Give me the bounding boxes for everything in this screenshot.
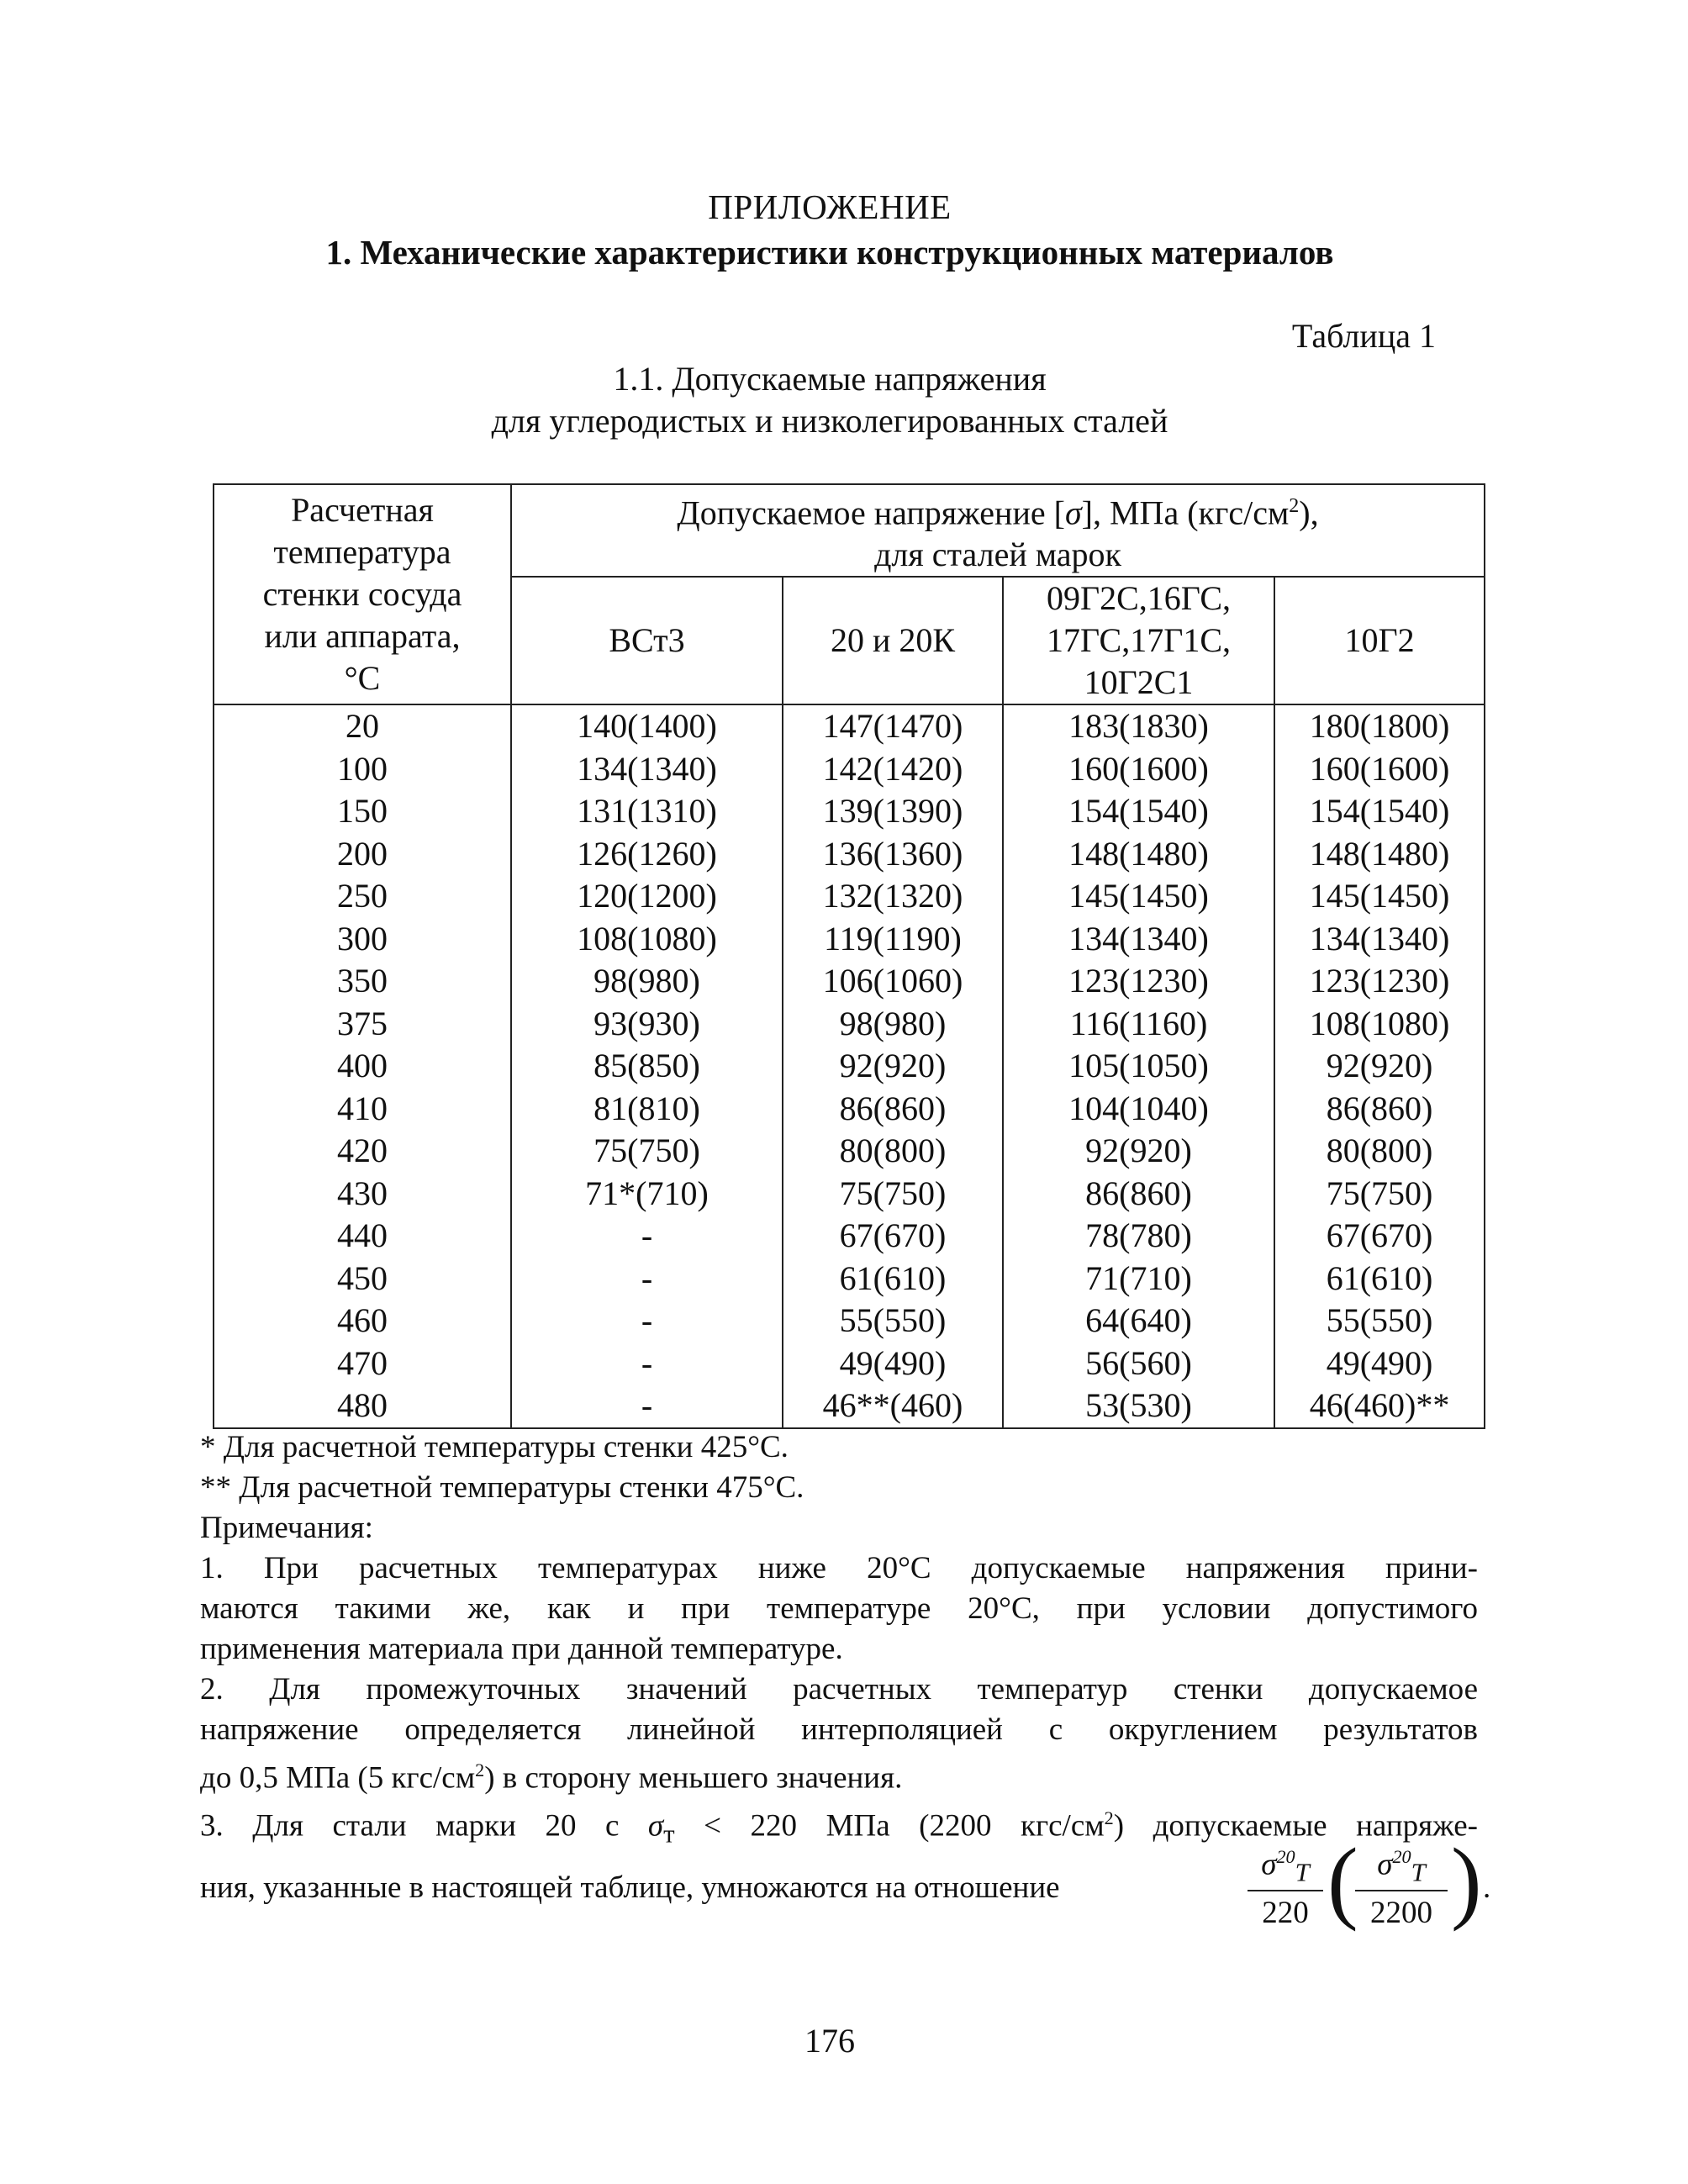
note3-line2-with-formula xyxy=(200,1829,1491,1955)
table-row xyxy=(214,1385,1485,1428)
stress-value-cell: 123(1230) xyxy=(1003,960,1274,1003)
stress-value-cell: 61(610) xyxy=(783,1258,1003,1300)
temperature-cell: 470 xyxy=(214,1343,511,1385)
stress-value-cell: 108(1080) xyxy=(1274,1003,1485,1046)
stress-value-cell: 86(860) xyxy=(1274,1088,1485,1131)
stress-value-cell: 56(560) xyxy=(1003,1343,1274,1385)
stress-value-cell: 139(1390) xyxy=(783,790,1003,833)
stress-value-cell: 160(1600) xyxy=(1274,748,1485,791)
note3-line2: ния, указанные в настоящей таблице, умножаются на отношение xyxy=(200,1870,1060,1905)
stress-value-cell: 61(610) xyxy=(1274,1258,1485,1300)
stress-value-cell: 86(860) xyxy=(1003,1173,1274,1216)
stress-value-cell: 160(1600) xyxy=(1003,748,1274,791)
temperature-cell: 20 xyxy=(214,704,511,748)
temperature-cell: 480 xyxy=(214,1385,511,1428)
stress-value-cell: 148(1480) xyxy=(1274,833,1485,876)
stress-value-cell: 108(1080) xyxy=(511,918,783,961)
temperature-column-header: Расчетная температура стенки сосуда или аппарата, °С xyxy=(214,484,511,704)
stress-value-cell: 80(800) xyxy=(783,1130,1003,1173)
fraction-mpa: $\frac{\sigma^{20}_T}{220}$ xyxy=(1248,1846,1323,1931)
temperature-cell: 300 xyxy=(214,918,511,961)
sigma-symbol: σ xyxy=(647,1808,664,1844)
stress-value-cell: 98(980) xyxy=(511,960,783,1003)
temperature-cell: 200 xyxy=(214,833,511,876)
stress-value-cell: 98(980) xyxy=(783,1003,1003,1046)
temperature-cell: 410 xyxy=(214,1088,511,1131)
temperature-cell: 250 xyxy=(214,875,511,918)
stress-value-cell: 147(1470) xyxy=(783,704,1003,748)
stress-value-cell: 75(750) xyxy=(1274,1173,1485,1216)
stress-value-cell: 105(1050) xyxy=(1003,1045,1274,1088)
stress-value-cell: 53(530) xyxy=(1003,1385,1274,1428)
stress-value-cell: - xyxy=(511,1215,783,1258)
stress-value-cell: 67(670) xyxy=(1274,1215,1485,1258)
appendix-title: ПРИЛОЖЕНИЕ xyxy=(708,187,952,226)
temperature-cell: 100 xyxy=(214,748,511,791)
table-body xyxy=(214,704,1485,1428)
page-number: 176 xyxy=(804,2022,855,2060)
stress-value-cell: 120(1200) xyxy=(511,875,783,918)
stress-value-cell: 136(1360) xyxy=(783,833,1003,876)
grade-header-vst3: ВСт3 xyxy=(511,577,783,704)
stress-value-cell: 67(670) xyxy=(783,1215,1003,1258)
stress-value-cell: 134(1340) xyxy=(511,748,783,791)
stress-value-cell: 46**(460) xyxy=(783,1385,1003,1428)
stress-value-cell: 75(750) xyxy=(783,1173,1003,1216)
stress-value-cell: 92(920) xyxy=(783,1045,1003,1088)
left-parenthesis: ( xyxy=(1327,1829,1358,1932)
stress-value-cell: 93(930) xyxy=(511,1003,783,1046)
section-title: 1. Механические характеристики конструкционных материалов xyxy=(325,233,1334,272)
stress-value-cell: 86(860) xyxy=(783,1088,1003,1131)
table-row xyxy=(214,1258,1485,1300)
grade-header-10g2: 10Г2 xyxy=(1274,577,1485,704)
table-row xyxy=(214,1003,1485,1046)
table-row xyxy=(214,1215,1485,1258)
grade-header-09g2s-group: 09Г2С,16ГС, 17ГС,17Г1С, 10Г2С1 xyxy=(1003,577,1274,704)
table-row xyxy=(214,790,1485,833)
temperature-cell: 350 xyxy=(214,960,511,1003)
note1-line3: применения материала при данной температуре. xyxy=(200,1632,843,1666)
stress-value-cell: 154(1540) xyxy=(1274,790,1485,833)
temperature-cell: 450 xyxy=(214,1258,511,1300)
stress-value-cell: 71*(710) xyxy=(511,1173,783,1216)
table-row xyxy=(214,918,1485,961)
stress-value-cell: 134(1340) xyxy=(1003,918,1274,961)
table-caption-line1: 1.1. Допускаемые напряжения xyxy=(613,360,1047,398)
formula-period: . xyxy=(1483,1870,1491,1905)
stress-value-cell: 92(920) xyxy=(1274,1045,1485,1088)
stress-value-cell: 132(1320) xyxy=(783,875,1003,918)
stress-value-cell: 80(800) xyxy=(1274,1130,1485,1173)
allowable-stress-table xyxy=(213,483,1485,1429)
stress-value-cell: - xyxy=(511,1300,783,1343)
stress-value-cell: 81(810) xyxy=(511,1088,783,1131)
note2-line3: до 0,5 МПа (5 кгс/$см^2$) в сторону меньшего значения. xyxy=(200,1759,903,1796)
fraction-kgf: $\frac{\sigma^{20}_T}{2200}$ xyxy=(1355,1846,1448,1931)
sigma-symbol: σ xyxy=(1064,493,1082,532)
stress-value-cell: 131(1310) xyxy=(511,790,783,833)
table-number: Таблица 1 xyxy=(1291,317,1436,355)
stress-value-cell: 148(1480) xyxy=(1003,833,1274,876)
table-row xyxy=(214,704,1485,748)
stress-value-cell: 104(1040) xyxy=(1003,1088,1274,1131)
temperature-cell: 150 xyxy=(214,790,511,833)
table-row xyxy=(214,960,1485,1003)
table-row xyxy=(214,748,1485,791)
temperature-cell: 440 xyxy=(214,1215,511,1258)
stress-value-cell: - xyxy=(511,1343,783,1385)
note1-line2: маются такими же, как и при температуре 20°С, при условии допустимого xyxy=(200,1591,1478,1626)
stress-value-cell: 71(710) xyxy=(1003,1258,1274,1300)
stress-value-cell: 92(920) xyxy=(1003,1130,1274,1173)
stress-value-cell: - xyxy=(511,1385,783,1428)
stress-value-cell: 142(1420) xyxy=(783,748,1003,791)
notes-heading: Примечания: xyxy=(200,1511,373,1545)
temperature-cell: 375 xyxy=(214,1003,511,1046)
stress-value-cell: 116(1160) xyxy=(1003,1003,1274,1046)
note2-line1: 2. Для промежуточных значений расчетных температур стенки допускаемое xyxy=(200,1672,1478,1707)
temperature-cell: 430 xyxy=(214,1173,511,1216)
stress-value-cell: 145(1450) xyxy=(1003,875,1274,918)
stress-value-cell: 46(460)** xyxy=(1274,1385,1485,1428)
table-row xyxy=(214,1300,1485,1343)
stress-value-cell: 49(490) xyxy=(1274,1343,1485,1385)
grade-header-20-20k: 20 и 20К xyxy=(783,577,1003,704)
temperature-cell: 460 xyxy=(214,1300,511,1343)
table-caption-line2: для углеродистых и низколегированных сталей xyxy=(491,402,1168,440)
stress-value-cell: 78(780) xyxy=(1003,1215,1274,1258)
stress-value-cell: 126(1260) xyxy=(511,833,783,876)
table-row xyxy=(214,1088,1485,1131)
note1-line1: 1. При расчетных температурах ниже 20°С допускаемые напряжения прини- xyxy=(200,1551,1478,1585)
stress-value-cell: 55(550) xyxy=(783,1300,1003,1343)
stress-value-cell: 140(1400) xyxy=(511,704,783,748)
stress-value-cell: - xyxy=(511,1258,783,1300)
table-row xyxy=(214,833,1485,876)
stress-value-cell: 75(750) xyxy=(511,1130,783,1173)
stress-group-header: Допускаемое напряжение [σ], МПа $(кгс/см^2)$, для сталей марок xyxy=(511,484,1485,577)
table-row xyxy=(214,875,1485,918)
footnote-single-star: * Для расчетной температуры стенки 425°С. xyxy=(200,1430,789,1464)
stress-value-cell: 119(1190) xyxy=(783,918,1003,961)
stress-value-cell: 49(490) xyxy=(783,1343,1003,1385)
stress-value-cell: 123(1230) xyxy=(1274,960,1485,1003)
temperature-cell: 400 xyxy=(214,1045,511,1088)
temperature-cell: 420 xyxy=(214,1130,511,1173)
notes-block xyxy=(200,1427,1478,1854)
table-row xyxy=(214,1045,1485,1088)
stress-value-cell: 106(1060) xyxy=(783,960,1003,1003)
stress-value-cell: 180(1800) xyxy=(1274,704,1485,748)
stress-value-cell: 154(1540) xyxy=(1003,790,1274,833)
stress-value-cell: 183(1830) xyxy=(1003,704,1274,748)
table-caption xyxy=(0,358,1659,442)
stress-value-cell: 134(1340) xyxy=(1274,918,1485,961)
right-parenthesis: ) xyxy=(1451,1829,1482,1932)
ratio-formula xyxy=(1248,1829,1651,1955)
stress-value-cell: 55(550) xyxy=(1274,1300,1485,1343)
footnote-double-star: ** Для расчетной температуры стенки 475°С. xyxy=(200,1470,804,1505)
table-row xyxy=(214,1343,1485,1385)
stress-value-cell: 85(850) xyxy=(511,1045,783,1088)
table-row xyxy=(214,1130,1485,1173)
stress-value-cell: 145(1450) xyxy=(1274,875,1485,918)
table-row xyxy=(214,1173,1485,1216)
note3-line1: 3. Для стали марки 20 с $\sigma_т < 220$ МПа (2200 кгс/$см^2$) допускаемые напряже- xyxy=(200,1807,1479,1849)
note2-line2: напряжение определяется линейной интерполяцией с округлением результатов xyxy=(200,1712,1478,1747)
stress-value-cell: 64(640) xyxy=(1003,1300,1274,1343)
